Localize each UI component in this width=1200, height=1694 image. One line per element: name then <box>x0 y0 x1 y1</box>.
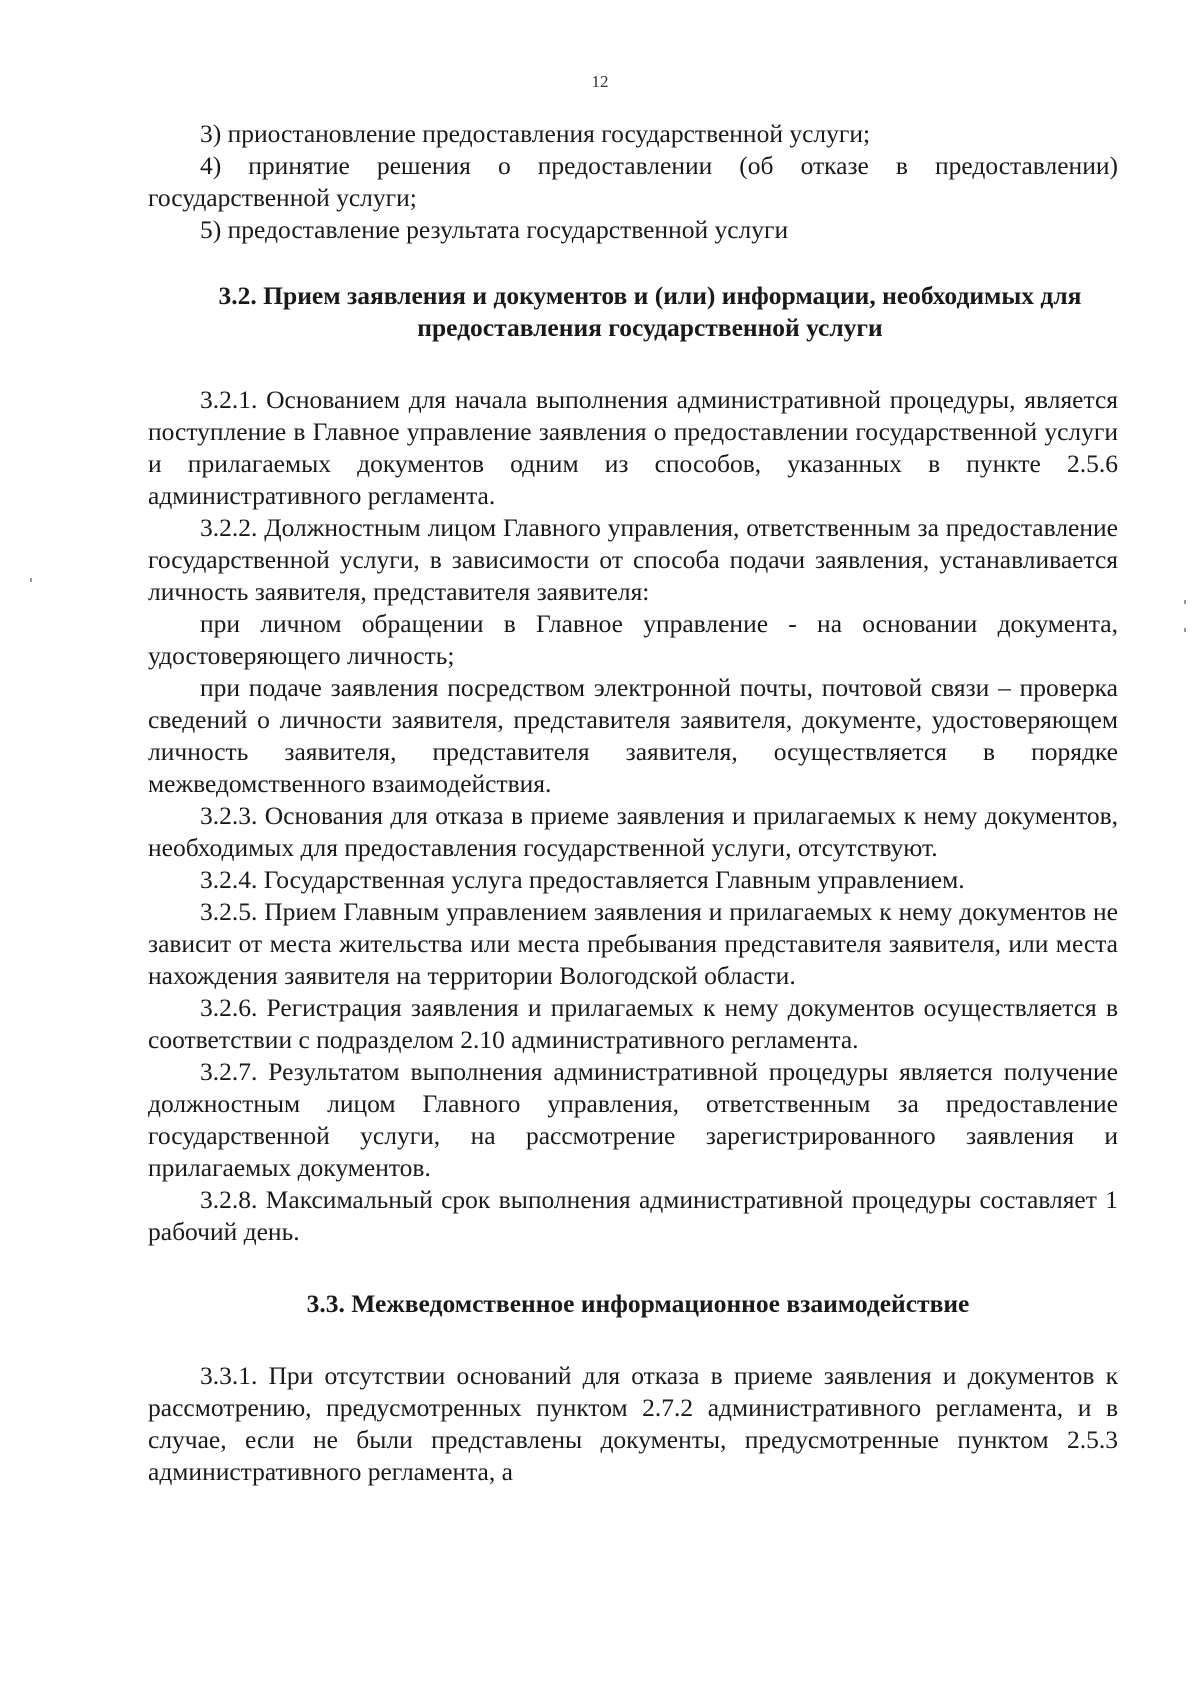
paragraph-3-2-1: 3.2.1. Основанием для начала выполнения административной процедуры, является поступление в Главное управление заявления о предоставлении государственной услуги и прилагаемых документов одним из способов, указанных в пункте 2.5.6 административного регламента. <box>148 385 1118 510</box>
paragraph-3-2-6: 3.2.6. Регистрация заявления и прилагаемых к нему документов осуществляется в соответствии с подразделом 2.10 административного регламента. <box>148 993 1118 1054</box>
paragraph-3-2-4: 3.2.4. Государственная услуга предоставляется Главным управлением. <box>200 865 965 894</box>
list-item-3: 3) приостановление предоставления государственной услуги; <box>200 119 871 148</box>
paragraph-3-2-7: 3.2.7. Результатом выполнения административной процедуры является получение должностным лицом Главного управления, ответственным за предоставление государственной услуги, на рассмотрение зарегистрированного заявления и прилагаемых документов. <box>148 1057 1118 1182</box>
document-body <box>148 118 1118 1488</box>
paragraph-3-3-1: 3.3.1. При отсутствии оснований для отказа в приеме заявления и документов к рассмотрению, предусмотренных пунктом 2.7.2 административного регламента, и в случае, если не были представлены документы, предусмотренные пунктом 2.5.3 административного регламента, а <box>148 1361 1118 1486</box>
section-heading-3-3: 3.3. Межведомственное информационное взаимодействие <box>306 1289 970 1318</box>
scan-mark-left <box>30 578 32 582</box>
list-item-4: 4) принятие решения о предоставлении (об отказе в предоставлении) государственной услуги; <box>148 151 1118 212</box>
page-number: 12 <box>591 72 609 91</box>
paragraph-3-2-5: 3.2.5. Прием Главным управлением заявления и прилагаемых к нему документов не зависит от места жительства или места пребывания представителя заявителя, или места нахождения заявителя на территории Вологодской области. <box>148 897 1118 990</box>
list-item-5: 5) предоставление результата государственной услуги <box>200 215 789 244</box>
scan-mark-right-top <box>1184 600 1186 604</box>
scan-mark-right-bottom <box>1184 628 1186 632</box>
paragraph-3-2-8: 3.2.8. Максимальный срок выполнения административной процедуры составляет 1 рабочий день. <box>148 1185 1118 1246</box>
paragraph-3-2-3: 3.2.3. Основания для отказа в приеме заявления и прилагаемых к нему документов, необходимых для предоставления государственной услуги, отсутствуют. <box>148 801 1118 862</box>
paragraph-email-post: при подаче заявления посредством электронной почты, почтовой связи – проверка сведений о личности заявителя, представителя заявителя, документе, удостоверяющем личность заявителя, представителя заявителя, осуществляется в порядке межведомственного взаимодействия. <box>148 673 1118 798</box>
section-heading-3-2: 3.2. Прием заявления и документов и (или) информации, необходимых для предоставления государственной услуги <box>218 281 1082 342</box>
paragraph-personal-visit: при личном обращении в Главное управление - на основании документа, удостоверяющего личность; <box>148 609 1118 670</box>
paragraph-3-2-2: 3.2.2. Должностным лицом Главного управления, ответственным за предоставление государственной услуги, в зависимости от способа подачи заявления, устанавливается личность заявителя, представителя заявителя: <box>148 513 1118 606</box>
